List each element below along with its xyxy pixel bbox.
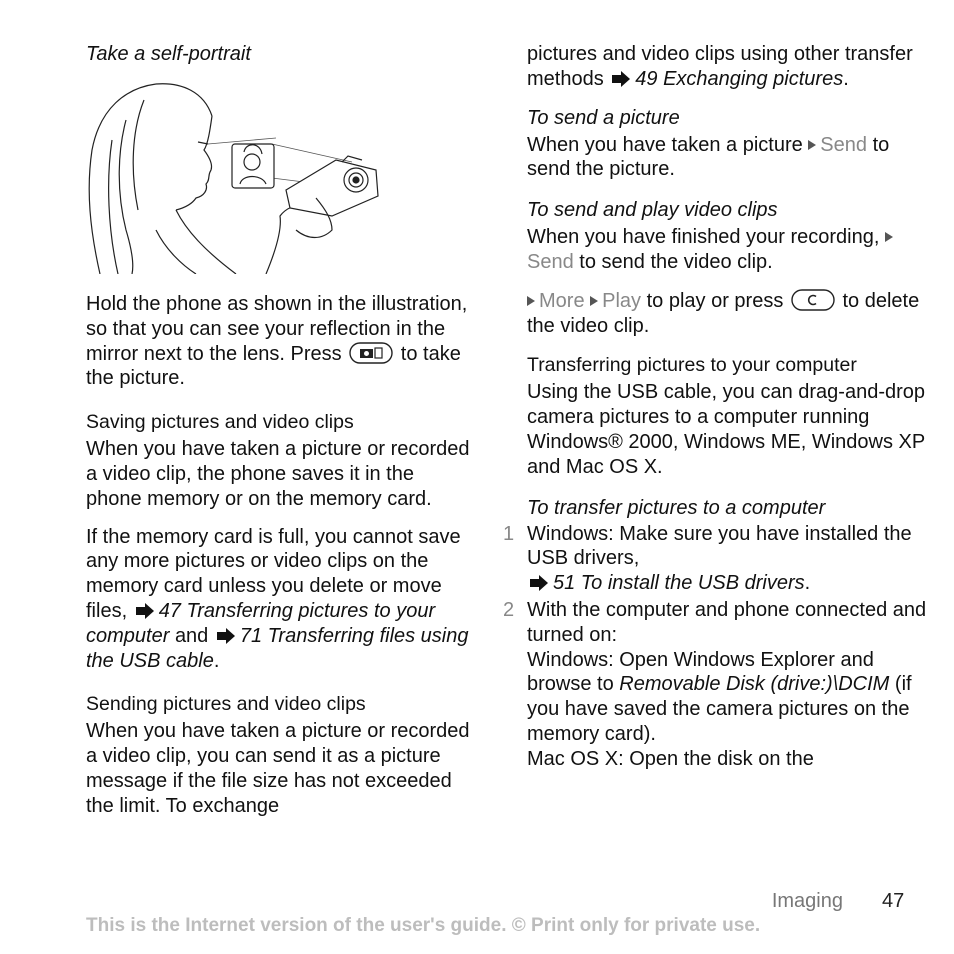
step-2 — [503, 598, 927, 772]
selfportrait-title: Take a self-portrait — [86, 43, 251, 65]
full-text: If the memory card is full, you cannot save any more pictures or video clips on the memory card unless you delete or move files, — [86, 525, 461, 622]
send-picture-end: to send the picture. — [527, 133, 890, 181]
page-number: 47 — [882, 890, 905, 912]
and-text: and — [174, 624, 209, 647]
continued-paragraph — [527, 42, 927, 92]
period: . — [843, 67, 849, 90]
delete-text: to delete the video clip. — [527, 289, 920, 337]
right-column — [503, 42, 927, 772]
windows-instructions: : Open Windows Explorer and browse to — [527, 648, 874, 696]
transfer-heading: Transferring pictures to your computer — [527, 354, 857, 377]
step-number: 2 — [503, 598, 515, 621]
send-video-paragraph — [527, 225, 927, 275]
play-menu-item[interactable]: Play — [602, 289, 642, 312]
sending-heading: Sending pictures and video clips — [86, 693, 366, 716]
step-2-text — [527, 598, 927, 772]
selfportrait-illustration — [86, 80, 386, 274]
send-picture-text: When you have taken a picture — [527, 133, 803, 156]
send-menu-item[interactable]: Send — [527, 250, 574, 273]
hold-paragraph — [86, 292, 471, 391]
footer-note: This is the Internet version of the user's guide. © Print only for private use. — [86, 915, 761, 936]
windows-label: Windows — [527, 648, 609, 671]
menu-arrow-icon — [590, 296, 598, 306]
menu-arrow-icon — [808, 140, 816, 150]
c-key-icon — [791, 289, 835, 311]
step-1-body: : Make sure you have installed the USB drivers, — [527, 522, 912, 570]
send-video-title: To send and play video clips — [527, 199, 778, 222]
send-video-text: When you have finished your recording, — [527, 226, 880, 249]
arrow-reference-icon — [529, 575, 549, 591]
period: . — [213, 649, 220, 672]
reference-transferring-pictures[interactable]: 47 Transferring pictures to your computer — [86, 599, 436, 647]
arrow-reference-icon — [216, 628, 236, 644]
arrow-reference-icon — [135, 603, 155, 619]
hold-text: Hold the phone as shown in the illustration, so that you can see your reflection in the mirror next to the lens. Press — [86, 293, 468, 365]
step-number: 1 — [503, 522, 515, 545]
footer-section-name: Imaging — [771, 890, 843, 912]
transfer-text: Using the USB cable, you can drag-and-drop camera pictures to a computer running Windows® 2000, Windows ME, Windows XP and Mac OS X. — [527, 381, 926, 478]
send-video-end: to send the video clip. — [579, 250, 773, 273]
mac-label: Mac OS X — [527, 747, 619, 770]
saving-text: When you have taken a picture or recorded a video clip, the phone saves it in the phone memory or on the memory card. — [86, 438, 470, 510]
mac-instructions: : Open the disk on the — [618, 747, 814, 770]
play-text: to play or press — [646, 289, 784, 312]
send-picture-title: To send a picture — [527, 106, 680, 129]
reference-usb-drivers[interactable]: 51 To install the USB drivers — [553, 572, 805, 595]
step-1 — [503, 522, 927, 596]
full-paragraph — [86, 525, 471, 674]
windows-label: Windows — [527, 522, 609, 545]
play-paragraph — [527, 289, 927, 339]
more-menu-item[interactable]: More — [539, 289, 585, 312]
reference-exchanging-pictures[interactable]: 49 Exchanging pictures — [635, 67, 844, 90]
to-transfer-title: To transfer pictures to a computer — [527, 496, 826, 519]
step-1-text — [527, 522, 927, 596]
saving-heading: Saving pictures and video clips — [86, 411, 354, 434]
sending-text: When you have taken a picture or recorded a video clip, you can send it as a picture message if the file size has not exceeded the limit. To exchange — [86, 720, 470, 817]
arrow-reference-icon — [611, 71, 631, 87]
menu-arrow-icon — [885, 232, 893, 242]
hold-text-end: to take the picture. — [86, 342, 461, 390]
menu-arrow-icon — [527, 296, 535, 306]
send-picture-paragraph — [527, 133, 927, 183]
dcim-path: Removable Disk (drive:)\DCIM — [619, 673, 890, 696]
reference-transferring-files[interactable]: 71 Transferring files using the USB cable — [86, 624, 469, 672]
left-column — [86, 42, 471, 819]
camera-key-icon — [349, 342, 393, 364]
continued-text: pictures and video clips using other transfer methods — [527, 43, 913, 90]
period: . — [804, 572, 811, 595]
path-note: (if you have saved the camera pictures on the memory card). — [527, 673, 912, 745]
step-2-body: With the computer and phone connected and turned on: — [527, 598, 927, 646]
send-menu-item[interactable]: Send — [820, 133, 868, 156]
